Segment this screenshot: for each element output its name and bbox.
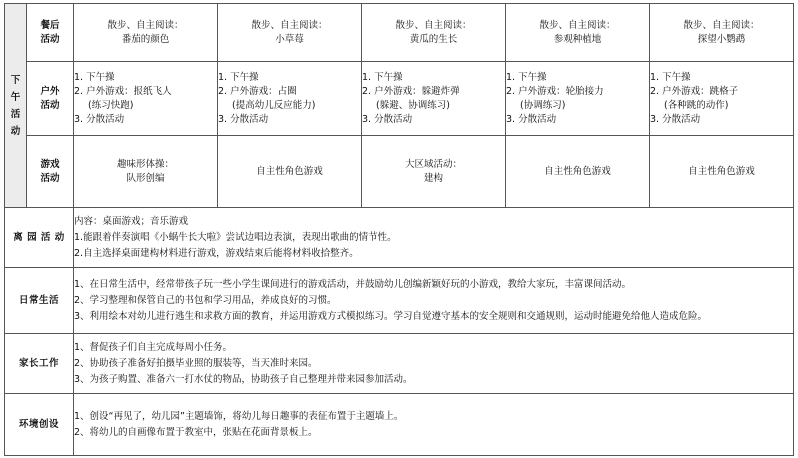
afternoon-label-char: 活 — [10, 108, 21, 120]
weekly-plan-table — [4, 3, 794, 456]
leaving-label: 离 园 活 动 — [5, 208, 74, 268]
outdoor-cell: 1. 下午操 2. 户外游戏：躲避炸弹 (躲避、协调练习) 3. 分散活动 — [362, 62, 506, 136]
after-meal-cell: 散步、自主阅读： 番茄的颜色 — [74, 4, 218, 62]
outdoor-cell: 1. 下午操 2. 户外游戏：占圈 (提高幼儿反应能力) 3. 分散活动 — [218, 62, 362, 136]
parents-label: 家长工作 — [5, 334, 74, 394]
outdoor-cell: 1. 下午操 2. 户外游戏：轮胎接力 (协调练习) 3. 分散活动 — [506, 62, 650, 136]
environment-row — [5, 394, 794, 456]
outdoor-cell: 1. 下午操 2. 户外游戏：报纸飞人 (练习快跑) 3. 分散活动 — [74, 62, 218, 136]
afternoon-label-char: 动 — [10, 125, 21, 137]
after-meal-cell: 散步、自主阅读： 探望小鹦鹉 — [650, 4, 794, 62]
afternoon-section-label — [5, 4, 27, 208]
parents-row — [5, 334, 794, 394]
games-cell: 大区域活动： 建构 — [362, 136, 506, 208]
games-cell: 自主性角色游戏 — [506, 136, 650, 208]
after-meal-row — [5, 4, 794, 62]
outdoor-label: 户外 活动 — [27, 62, 74, 136]
afternoon-label-char: 下 — [10, 74, 21, 86]
after-meal-label: 餐后 活动 — [27, 4, 74, 62]
games-cell: 自主性角色游戏 — [218, 136, 362, 208]
games-cell: 自主性角色游戏 — [650, 136, 794, 208]
daily-label: 日常生活 — [5, 268, 74, 334]
after-meal-cell: 散步、自主阅读： 参观种植地 — [506, 4, 650, 62]
environment-content: 1、创设“再见了，幼儿园”主题墙饰，将幼儿每日趣事的表征布置于主题墙上。 2、将幼儿的自画像布置于教室中，张贴在花面背景板上。 — [74, 394, 794, 456]
leaving-content: 内容：桌面游戏；音乐游戏 1.能跟着伴奏演唱《小蜗牛长大啦》尝试边唱边表演，表现出歌曲的情节性。 2.自主选择桌面建构材料进行游戏，游戏结束后能将材料收拾整齐。 — [74, 208, 794, 268]
games-label: 游戏 活动 — [27, 136, 74, 208]
games-cell: 趣味形体操： 队形创编 — [74, 136, 218, 208]
daily-row — [5, 268, 794, 334]
games-row — [5, 136, 794, 208]
outdoor-cell: 1. 下午操 2. 户外游戏：跳格子 (各种跳的动作) 3. 分散活动 — [650, 62, 794, 136]
leaving-row — [5, 208, 794, 268]
outdoor-row — [5, 62, 794, 136]
environment-label: 环境创设 — [5, 394, 74, 456]
after-meal-cell: 散步、自主阅读： 小草莓 — [218, 4, 362, 62]
afternoon-label-char: 午 — [10, 91, 21, 103]
after-meal-cell: 散步、自主阅读： 黄瓜的生长 — [362, 4, 506, 62]
daily-content: 1、在日常生活中，经常带孩子玩一些小学生课间进行的游戏活动，并鼓励幼儿创编新颖好玩的小游戏，教给大家玩，丰富课间活动。 2、学习整理和保管自己的书包和学习用品，养成良好的习惯。 3、利用绘本对幼儿进行逃生和求救方面的教育，并运用游戏方式模拟练习。学习自觉遵守基本的安全规则和交通规则，运动时能避免给他人造成危险。 — [74, 268, 794, 334]
parents-content: 1、督促孩子们自主完成每周小任务。 2、协助孩子准备好拍摄毕业照的服装等，当天准时来园。 3、为孩子购置、准备六一打水仗的物品，协助孩子自己整理并带来园参加活动。 — [74, 334, 794, 394]
